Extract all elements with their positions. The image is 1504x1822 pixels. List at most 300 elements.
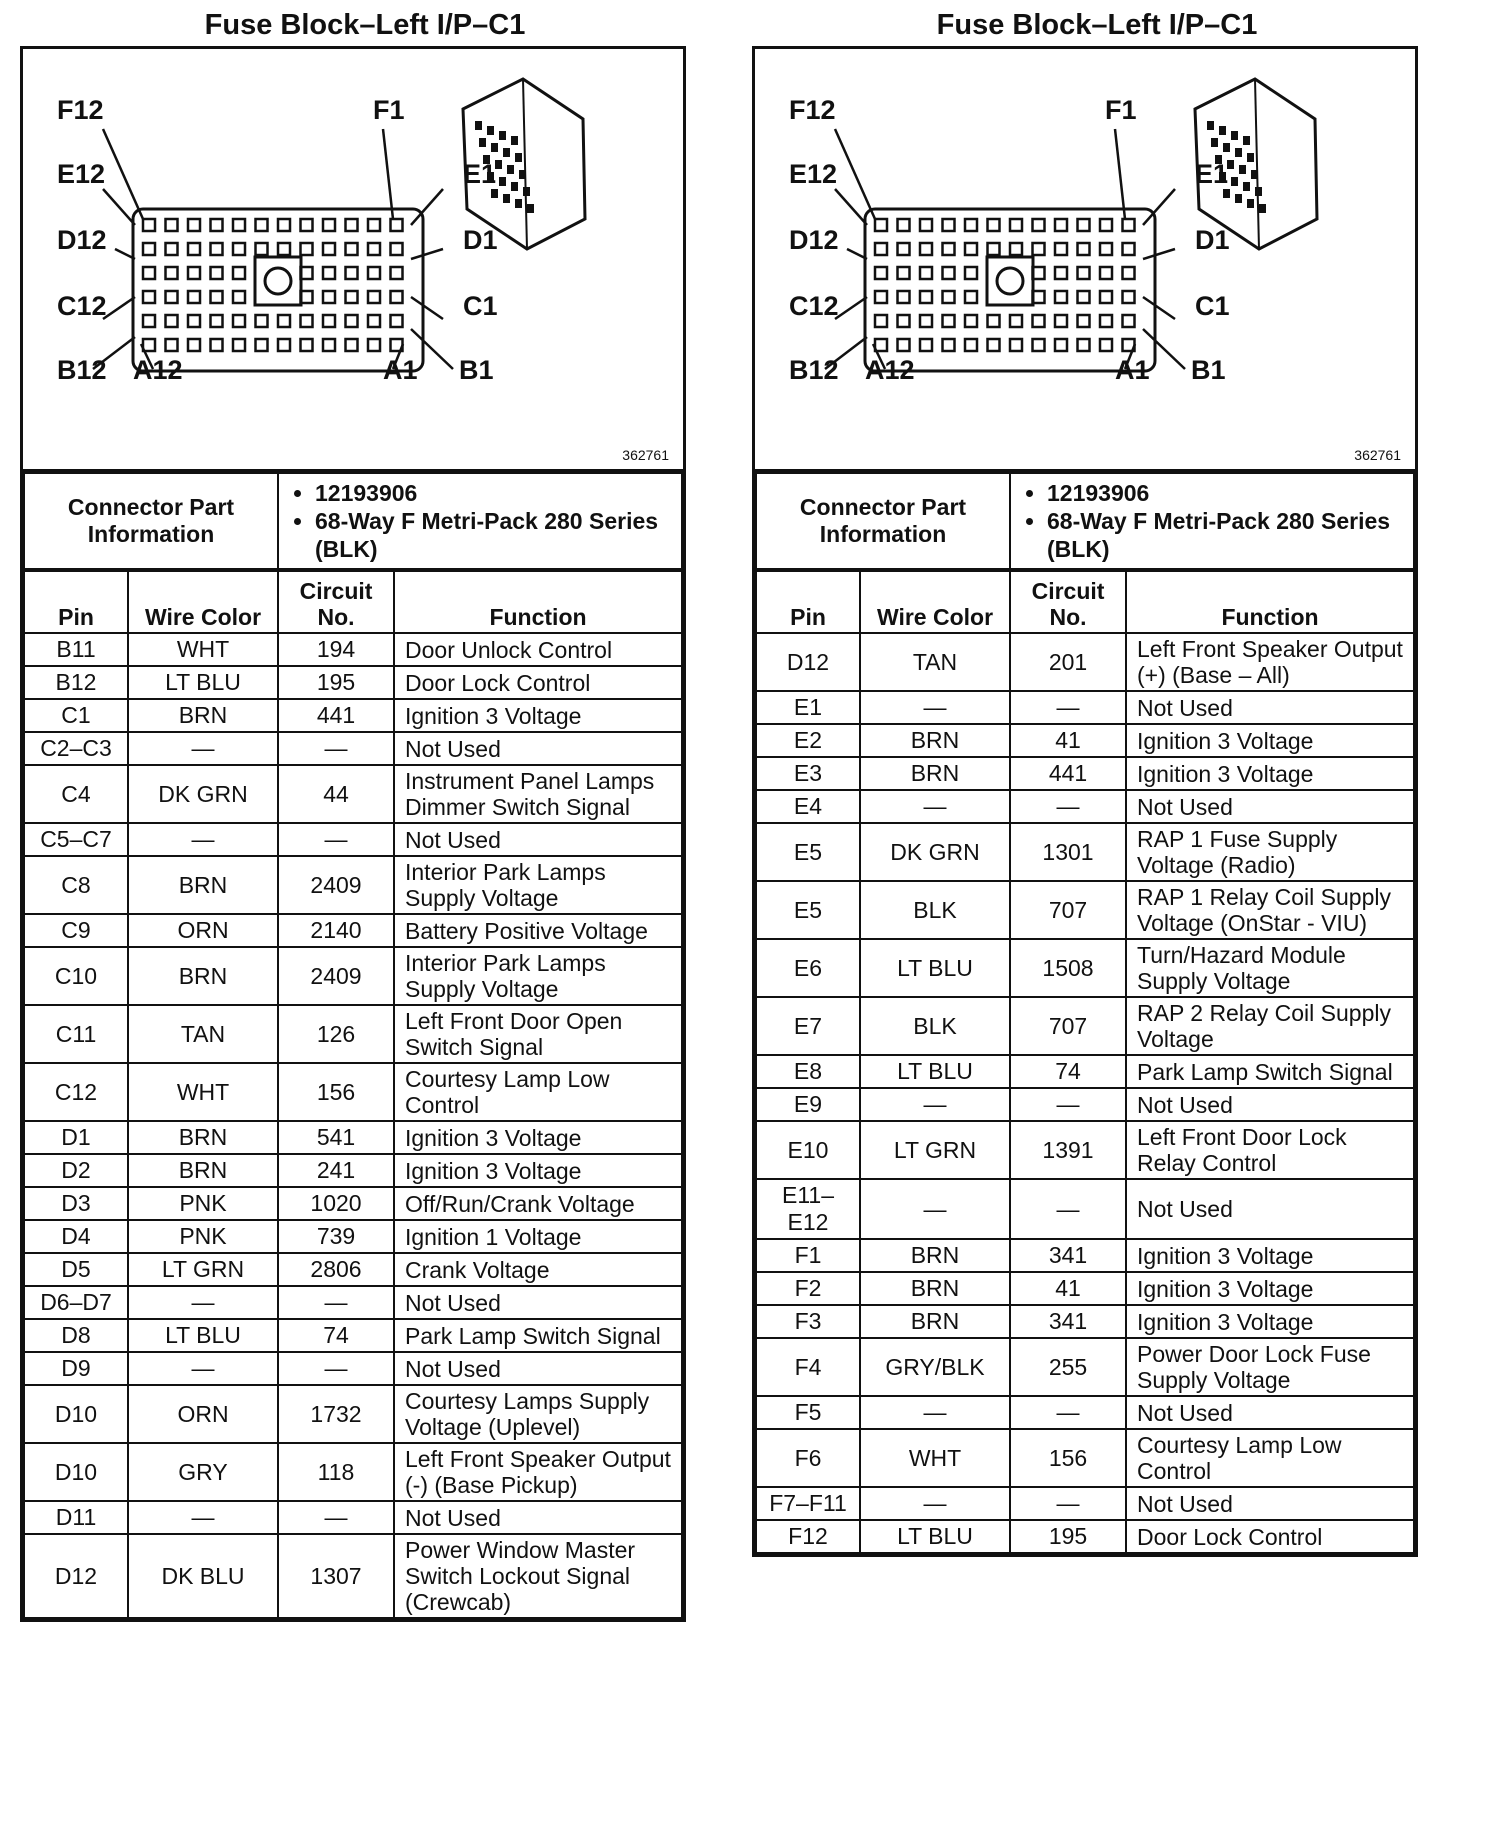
table-row	[24, 1187, 682, 1220]
connector-diagram	[755, 49, 1415, 472]
wire-color-cell: —	[128, 1286, 278, 1319]
table-row	[756, 1121, 1414, 1179]
pin-cavity	[1010, 219, 1022, 231]
function-cell: Ignition 3 Voltage	[394, 699, 682, 732]
function-cell: Park Lamp Switch Signal	[1126, 1055, 1414, 1088]
pin-label-b1: B1	[459, 355, 494, 385]
pin-cavity	[368, 219, 380, 231]
pin-cavity	[965, 315, 977, 327]
circuit-cell: —	[278, 732, 394, 765]
table-row	[24, 1443, 682, 1501]
circuit-cell: 44	[278, 765, 394, 823]
pin-cavity	[143, 243, 155, 255]
pin-cell: B12	[24, 666, 128, 699]
pin-cavity	[1123, 315, 1135, 327]
pin-cavity	[188, 243, 200, 255]
pin-cavity	[875, 315, 887, 327]
pin-cavity	[1123, 243, 1135, 255]
isometric-pin	[1223, 189, 1230, 198]
pin-label-b1: B1	[1191, 355, 1226, 385]
isometric-pin	[507, 165, 514, 174]
panel-box	[20, 46, 686, 1622]
pin-cavity	[143, 315, 155, 327]
wire-color-cell: LT BLU	[128, 666, 278, 699]
pin-cavity	[1123, 291, 1135, 303]
table-row	[756, 633, 1414, 691]
function-cell: RAP 2 Relay Coil Supply Voltage	[1126, 997, 1414, 1055]
circuit-cell: 341	[1010, 1305, 1126, 1338]
pin-cavity	[988, 243, 1000, 255]
wire-color-cell: —	[128, 823, 278, 856]
pin-cell: D12	[24, 1534, 128, 1618]
table-row	[24, 732, 682, 765]
pin-cavity	[898, 315, 910, 327]
pin-cell: E4	[756, 790, 860, 823]
pin-label-d12: D12	[57, 225, 107, 255]
pin-cavity	[1033, 339, 1045, 351]
function-cell: Power Door Lock Fuse Supply Voltage	[1126, 1338, 1414, 1396]
function-cell: Ignition 3 Voltage	[394, 1154, 682, 1187]
pin-cavity	[188, 219, 200, 231]
pin-cavity	[875, 291, 887, 303]
pin-label-f12: F12	[57, 95, 104, 125]
pin-cavity	[256, 219, 268, 231]
pin-cavity	[391, 243, 403, 255]
header-wire-color: Wire Color	[128, 571, 278, 633]
table-row	[24, 1319, 682, 1352]
leader-line	[411, 297, 443, 319]
pin-cell: E6	[756, 939, 860, 997]
pin-cavity	[233, 315, 245, 327]
pin-cell: C5–C7	[24, 823, 128, 856]
pin-cavity	[988, 219, 1000, 231]
pin-cavity	[233, 339, 245, 351]
pin-label-f1: F1	[373, 95, 405, 125]
circuit-cell: 2140	[278, 914, 394, 947]
pin-cell: D2	[24, 1154, 128, 1187]
table-row	[756, 1179, 1414, 1239]
pin-cell: E1	[756, 691, 860, 724]
table-row	[24, 1154, 682, 1187]
wire-color-cell: LT GRN	[860, 1121, 1010, 1179]
pin-table	[23, 570, 683, 1619]
isometric-pin	[1227, 160, 1234, 169]
isometric-edge	[1255, 79, 1259, 249]
wire-color-cell: LT BLU	[128, 1319, 278, 1352]
pin-cell: C4	[24, 765, 128, 823]
pin-cell: E2	[756, 724, 860, 757]
header-circuit-no: Circuit No.	[1010, 571, 1126, 633]
wire-color-cell: GRY	[128, 1443, 278, 1501]
header-function: Function	[394, 571, 682, 633]
pin-cell: E9	[756, 1088, 860, 1121]
pin-label-c1: C1	[463, 291, 498, 321]
table-row	[24, 823, 682, 856]
table-row	[24, 1501, 682, 1534]
pin-cavity	[301, 219, 313, 231]
pin-cell: E7	[756, 997, 860, 1055]
pin-cavity	[920, 315, 932, 327]
connector-type: • 68-Way F Metri-Pack 280 Series (BLK)	[1047, 507, 1407, 563]
circuit-cell: 156	[1010, 1429, 1126, 1487]
wire-color-cell: BRN	[860, 757, 1010, 790]
table-row	[756, 757, 1414, 790]
pin-cavity	[278, 315, 290, 327]
leader-line	[383, 129, 393, 219]
table-row	[756, 881, 1414, 939]
circuit-cell: —	[1010, 1487, 1126, 1520]
pin-cavity	[188, 267, 200, 279]
circuit-cell: 2806	[278, 1253, 394, 1286]
pin-cavity	[1055, 219, 1067, 231]
isometric-pin	[1243, 136, 1250, 145]
circuit-cell: 1508	[1010, 939, 1126, 997]
wire-color-cell: —	[860, 691, 1010, 724]
pin-cell: C11	[24, 1005, 128, 1063]
circuit-cell: 2409	[278, 947, 394, 1005]
isometric-pin	[1247, 199, 1254, 208]
pin-cavity	[943, 243, 955, 255]
pin-cavity	[943, 315, 955, 327]
pin-cell: F12	[756, 1520, 860, 1553]
isometric-pin	[495, 160, 502, 169]
pin-cavity	[233, 243, 245, 255]
isometric-pin	[1231, 131, 1238, 140]
isometric-pin	[511, 136, 518, 145]
header-circuit-no: Circuit No.	[278, 571, 394, 633]
circuit-cell: 1020	[278, 1187, 394, 1220]
pin-cavity	[920, 267, 932, 279]
wire-color-cell: GRY/BLK	[860, 1338, 1010, 1396]
connector-info-label: Connector Part Information	[24, 473, 278, 569]
circuit-cell: —	[1010, 790, 1126, 823]
wire-color-cell: DK BLU	[128, 1534, 278, 1618]
table-row	[24, 1352, 682, 1385]
table-row	[24, 1286, 682, 1319]
center-bolt-boss	[987, 257, 1033, 305]
pin-cell: F1	[756, 1239, 860, 1272]
pin-cavity	[323, 219, 335, 231]
pin-cavity	[166, 267, 178, 279]
pin-cavity	[391, 315, 403, 327]
pin-cavity	[1055, 291, 1067, 303]
pin-cell: D4	[24, 1220, 128, 1253]
function-cell: Ignition 3 Voltage	[1126, 724, 1414, 757]
isometric-pin	[1243, 182, 1250, 191]
pin-cavity	[920, 339, 932, 351]
function-cell: Crank Voltage	[394, 1253, 682, 1286]
connector-diagram	[23, 49, 683, 472]
isometric-pin	[1219, 126, 1226, 135]
wire-color-cell: WHT	[128, 1063, 278, 1121]
leader-line	[411, 249, 443, 259]
wire-color-cell: —	[860, 1088, 1010, 1121]
circuit-cell: 1301	[1010, 823, 1126, 881]
pin-cavity	[965, 219, 977, 231]
leader-line	[835, 129, 875, 219]
connector-part-number: • 12193906	[315, 479, 675, 507]
pin-cavity	[368, 339, 380, 351]
leader-line	[1143, 189, 1175, 225]
table-row	[24, 947, 682, 1005]
pin-cell: E3	[756, 757, 860, 790]
table-row	[756, 1088, 1414, 1121]
function-cell: Door Lock Control	[1126, 1520, 1414, 1553]
pin-cavity	[875, 219, 887, 231]
leader-line	[1143, 297, 1175, 319]
isometric-edge	[523, 79, 527, 249]
wire-color-cell: LT GRN	[128, 1253, 278, 1286]
table-row	[756, 1272, 1414, 1305]
connector-info-label: Connector Part Information	[756, 473, 1010, 569]
header-pin: Pin	[24, 571, 128, 633]
pin-cavity	[1100, 267, 1112, 279]
pin-cell: D9	[24, 1352, 128, 1385]
pin-cell: F6	[756, 1429, 860, 1487]
circuit-cell: 255	[1010, 1338, 1126, 1396]
pin-cell: D10	[24, 1385, 128, 1443]
pin-cavity	[1100, 315, 1112, 327]
pin-cavity	[943, 267, 955, 279]
wire-color-cell: DK GRN	[128, 765, 278, 823]
pin-label-c1: C1	[1195, 291, 1230, 321]
circuit-cell: 441	[1010, 757, 1126, 790]
wire-color-cell: —	[128, 1352, 278, 1385]
pin-cavity	[211, 219, 223, 231]
pin-cavity	[346, 267, 358, 279]
pin-cell: D11	[24, 1501, 128, 1534]
wire-color-cell: LT BLU	[860, 1055, 1010, 1088]
isometric-pin	[491, 143, 498, 152]
pin-cavity	[943, 339, 955, 351]
isometric-pin	[1239, 165, 1246, 174]
function-cell: Interior Park Lamps Supply Voltage	[394, 947, 682, 1005]
pin-cavity	[1123, 219, 1135, 231]
pin-cell: C1	[24, 699, 128, 732]
pin-cavity	[211, 291, 223, 303]
table-row	[24, 765, 682, 823]
pin-cavity	[1100, 339, 1112, 351]
pin-cavity	[143, 219, 155, 231]
pin-cavity	[166, 315, 178, 327]
wire-color-cell: TAN	[128, 1005, 278, 1063]
table-row	[756, 939, 1414, 997]
leader-line	[103, 297, 135, 319]
function-cell: Off/Run/Crank Voltage	[394, 1187, 682, 1220]
function-cell: Not Used	[1126, 1396, 1414, 1429]
function-cell: Not Used	[1126, 1487, 1414, 1520]
circuit-cell: 707	[1010, 997, 1126, 1055]
pin-cell: E11– E12	[756, 1179, 860, 1239]
isometric-pin	[491, 189, 498, 198]
pin-cavity	[965, 339, 977, 351]
isometric-pin	[1259, 204, 1266, 213]
wire-color-cell: BRN	[860, 1239, 1010, 1272]
function-cell: Ignition 3 Voltage	[1126, 1239, 1414, 1272]
function-cell: Ignition 3 Voltage	[1126, 1272, 1414, 1305]
wire-color-cell: —	[860, 1487, 1010, 1520]
function-cell: Not Used	[1126, 1179, 1414, 1239]
pin-cavity	[346, 339, 358, 351]
pin-cavity	[1055, 267, 1067, 279]
table-row	[756, 1520, 1414, 1553]
pin-label-f12: F12	[789, 95, 836, 125]
pin-cavity	[233, 267, 245, 279]
table-row	[756, 1429, 1414, 1487]
pin-label-a1: A1	[383, 355, 418, 385]
table-row	[24, 1385, 682, 1443]
pin-cavity	[1100, 291, 1112, 303]
function-cell: Left Front Door Lock Relay Control	[1126, 1121, 1414, 1179]
function-cell: Power Window Master Switch Lockout Signal (Crewcab)	[394, 1534, 682, 1618]
connector-part-information	[755, 472, 1415, 570]
pin-cell: C9	[24, 914, 128, 947]
pin-cavity	[1100, 219, 1112, 231]
wire-color-cell: DK GRN	[860, 823, 1010, 881]
pin-label-f1: F1	[1105, 95, 1137, 125]
wire-color-cell: —	[128, 732, 278, 765]
table-row	[756, 1055, 1414, 1088]
table-row	[756, 790, 1414, 823]
center-bolt-boss	[255, 257, 301, 305]
circuit-cell: —	[1010, 1179, 1126, 1239]
connector-face-drawing	[23, 49, 683, 469]
circuit-cell: 195	[278, 666, 394, 699]
leader-line	[103, 189, 135, 225]
pin-cavity	[143, 267, 155, 279]
wire-color-cell: BRN	[128, 856, 278, 914]
pin-label-c12: C12	[57, 291, 107, 321]
wire-color-cell: ORN	[128, 1385, 278, 1443]
pin-cavity	[391, 291, 403, 303]
pin-cell: F4	[756, 1338, 860, 1396]
circuit-cell: —	[1010, 1396, 1126, 1429]
pin-cavity	[875, 243, 887, 255]
pin-cell: F2	[756, 1272, 860, 1305]
table-row	[24, 633, 682, 666]
leader-line	[1115, 129, 1125, 219]
function-cell: RAP 1 Fuse Supply Voltage (Radio)	[1126, 823, 1414, 881]
wire-color-cell: LT BLU	[860, 1520, 1010, 1553]
table-row	[756, 823, 1414, 881]
isometric-pin	[1235, 194, 1242, 203]
header-pin: Pin	[756, 571, 860, 633]
leader-line	[411, 189, 443, 225]
pin-cavity	[1078, 291, 1090, 303]
pin-cell: E8	[756, 1055, 860, 1088]
pin-cavity	[368, 243, 380, 255]
pin-cavity	[898, 291, 910, 303]
pin-cavity	[188, 339, 200, 351]
connector-face-drawing	[755, 49, 1415, 469]
pin-cavity	[965, 243, 977, 255]
pin-cavity	[965, 291, 977, 303]
table-row	[24, 1005, 682, 1063]
leader-line	[835, 297, 867, 319]
table-row	[756, 1487, 1414, 1520]
pin-cavity	[1033, 219, 1045, 231]
function-cell: Left Front Speaker Output (-) (Base Pickup)	[394, 1443, 682, 1501]
wire-color-cell: BRN	[128, 947, 278, 1005]
pin-cavity	[1055, 339, 1067, 351]
wire-color-cell: BRN	[128, 1154, 278, 1187]
pin-cavity	[301, 339, 313, 351]
pin-cell: D10	[24, 1443, 128, 1501]
leader-line	[103, 129, 143, 219]
figure-number: 362761	[622, 447, 669, 463]
circuit-cell: —	[278, 1286, 394, 1319]
circuit-cell: 201	[1010, 633, 1126, 691]
pin-cavity	[166, 243, 178, 255]
circuit-cell: 1307	[278, 1534, 394, 1618]
function-cell: Ignition 3 Voltage	[394, 1121, 682, 1154]
pin-cavity	[278, 219, 290, 231]
function-cell: Turn/Hazard Module Supply Voltage	[1126, 939, 1414, 997]
circuit-cell: 241	[278, 1154, 394, 1187]
function-cell: Not Used	[394, 1286, 682, 1319]
pin-cell: C12	[24, 1063, 128, 1121]
pin-cavity	[278, 339, 290, 351]
pin-cavity	[323, 315, 335, 327]
pin-cavity	[323, 267, 335, 279]
table-row	[24, 666, 682, 699]
pin-cell: D6–D7	[24, 1286, 128, 1319]
pin-cavity	[920, 291, 932, 303]
pin-cell: C10	[24, 947, 128, 1005]
pin-cavity	[920, 243, 932, 255]
pin-cell: F3	[756, 1305, 860, 1338]
pin-cavity	[1055, 315, 1067, 327]
circuit-cell: 41	[1010, 724, 1126, 757]
pin-cavity	[1123, 267, 1135, 279]
wire-color-cell: —	[860, 790, 1010, 823]
pin-cavity	[1078, 219, 1090, 231]
pin-cavity	[368, 267, 380, 279]
function-cell: Not Used	[394, 1352, 682, 1385]
pin-cavity	[188, 291, 200, 303]
pin-cavity	[166, 339, 178, 351]
wire-color-cell: LT BLU	[860, 939, 1010, 997]
circuit-cell: 707	[1010, 881, 1126, 939]
pin-cell: B11	[24, 633, 128, 666]
wire-color-cell: BRN	[860, 724, 1010, 757]
function-cell: Courtesy Lamp Low Control	[394, 1063, 682, 1121]
isometric-pin	[527, 204, 534, 213]
pin-cavity	[256, 339, 268, 351]
pin-cell: D5	[24, 1253, 128, 1286]
table-row	[24, 699, 682, 732]
pin-cavity	[346, 291, 358, 303]
isometric-pin	[515, 153, 522, 162]
pin-cavity	[233, 291, 245, 303]
pin-cell: D8	[24, 1319, 128, 1352]
wire-color-cell: BRN	[860, 1305, 1010, 1338]
table-row	[24, 1253, 682, 1286]
pin-table	[755, 570, 1415, 1554]
pin-cavity	[875, 267, 887, 279]
function-cell: Courtesy Lamps Supply Voltage (Uplevel)	[394, 1385, 682, 1443]
wire-color-cell: —	[860, 1396, 1010, 1429]
pin-label-a12: A12	[133, 355, 183, 385]
function-cell: Ignition 3 Voltage	[1126, 757, 1414, 790]
circuit-cell: 2409	[278, 856, 394, 914]
function-cell: Battery Positive Voltage	[394, 914, 682, 947]
figure-number: 362761	[1354, 447, 1401, 463]
function-cell: Park Lamp Switch Signal	[394, 1319, 682, 1352]
leader-line	[1143, 249, 1175, 259]
pin-cell: F7–F11	[756, 1487, 860, 1520]
right-panel	[752, 0, 1442, 1557]
